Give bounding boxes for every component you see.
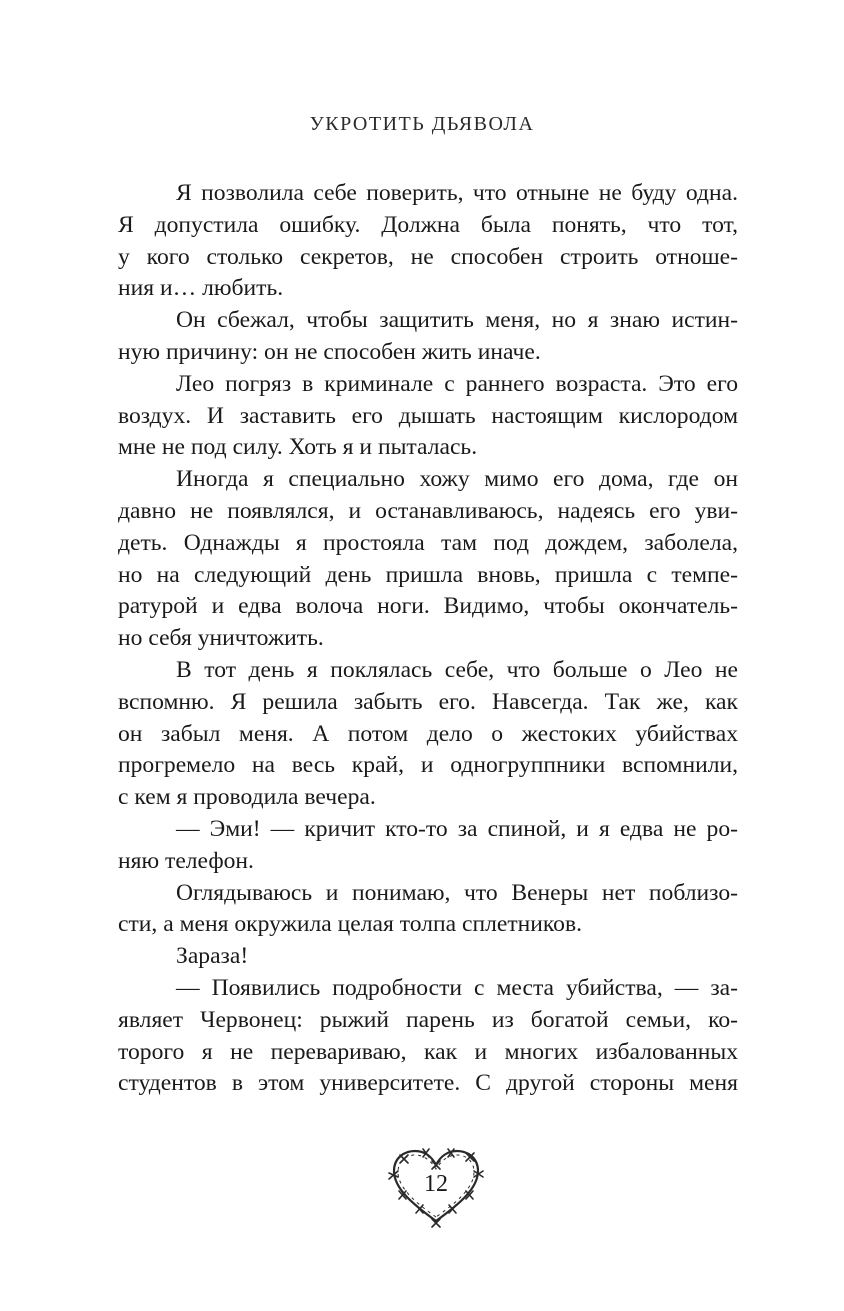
text-line: — Появились подробности с места убийства, — за-: [176, 974, 738, 1001]
text-line: Оглядываюсь и понимаю, что Венеры нет поблизо-: [176, 879, 738, 906]
text-line: мне не под силу. Хоть я и пыталась.: [118, 434, 478, 461]
text-line: ния и… любить.: [118, 275, 284, 302]
page-folio: [386, 1143, 486, 1229]
text-line: няю телефон.: [118, 847, 254, 874]
text-line: воздух. И заставить его дышать настоящим кислородом: [118, 402, 738, 429]
text-line: В тот день я поклялась себе, что больше о Лео не: [176, 656, 738, 683]
text-line: студентов в этом университете. С другой стороны меня: [118, 1070, 738, 1097]
page-number: 12: [424, 1171, 448, 1197]
text-line: сти, а меня окружила целая толпа сплетников.: [118, 911, 583, 938]
text-line: деть. Однажды я простояла там под дождем, заболела,: [118, 529, 738, 556]
text-line: ную причину: он не способен жить иначе.: [118, 338, 541, 365]
text-line: являет Червонец: рыжий парень из богатой семьи, ко-: [118, 1006, 738, 1033]
text-line: у кого столько секретов, не способен строить отноше-: [118, 243, 738, 270]
text-line: давно не появлялся, и останавливаюсь, надеясь его уви-: [118, 497, 738, 524]
text-line: но на следующий день пришла вновь, пришла с темпе-: [118, 561, 738, 588]
text-line: Он сбежал, чтобы защитить меня, но я знаю истин-: [176, 307, 738, 334]
text-line: он забыл меня. А потом дело о жестоких убийствах: [118, 720, 738, 747]
text-line: Иногда я специально хожу мимо его дома, где он: [176, 466, 738, 493]
text-line: Зараза!: [176, 943, 249, 970]
text-line: Я допустила ошибку. Должна была понять, что тот,: [118, 211, 738, 238]
text-line: но себя уничтожить.: [118, 625, 324, 652]
body-text: [118, 178, 738, 1100]
text-line: Лео погряз в криминале с раннего возраста. Это его: [176, 370, 738, 397]
text-line: с кем я проводила вечера.: [118, 784, 376, 811]
text-line: ратурой и едва волоча ноги. Видимо, чтобы окончатель-: [118, 593, 738, 620]
text-line: Я позволила себе поверить, что отныне не буду одна.: [176, 180, 738, 206]
text-line: прогремело на весь край, и одногруппники вспомнили,: [118, 752, 738, 779]
text-line: — Эми! — кричит кто-то за спиной, и я едва не ро-: [176, 815, 738, 842]
text-line: вспомню. Я решила забыть его. Навсегда. Так же, как: [118, 688, 738, 715]
running-head: УКРОТИТЬ ДЬЯВОЛА: [309, 113, 535, 135]
text-line: торого я не перевариваю, как и многих избалованных: [118, 1038, 738, 1065]
